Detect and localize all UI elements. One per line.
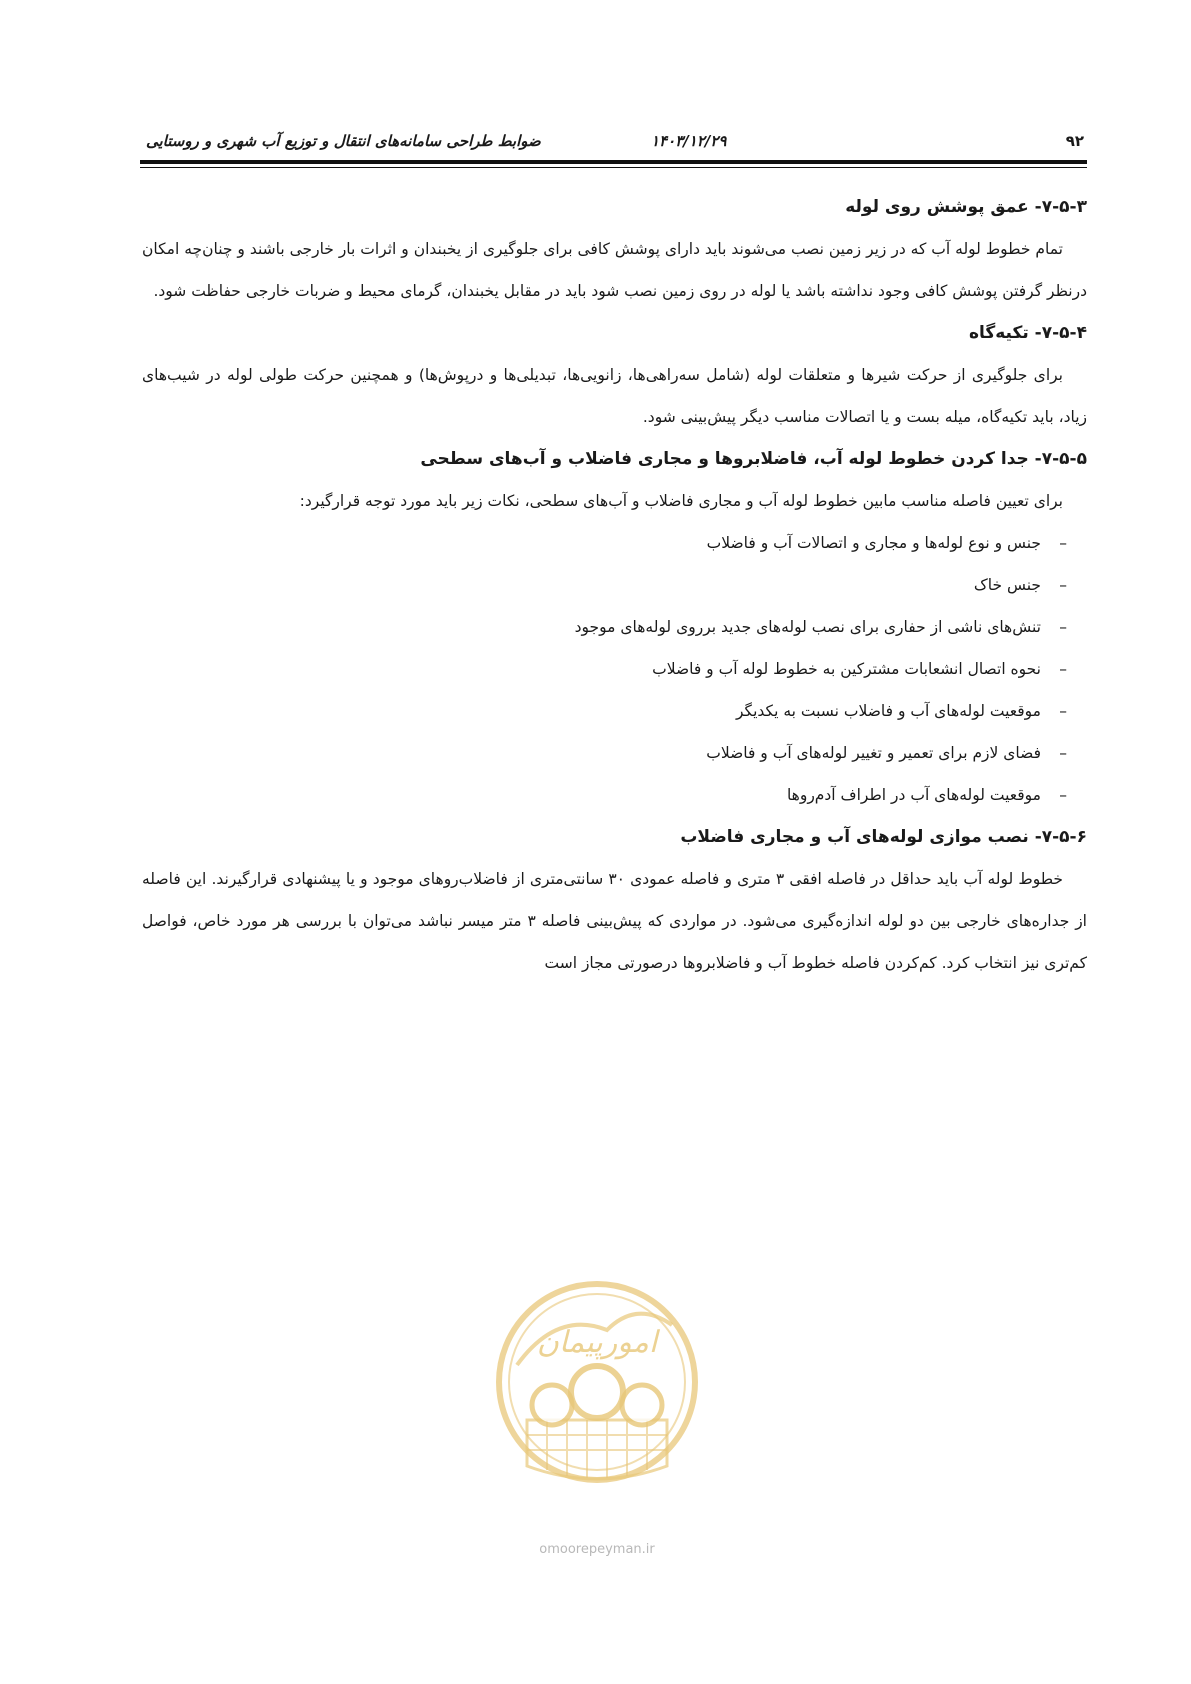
section-paragraph-separation: برای تعیین فاصله مناسب مابین خطوط لوله آب و مجاری فاضلاب و آب‌های سطحی، نکات زیر باید مورد توجه قرارگیرد:: [299, 492, 1063, 510]
list-item: [142, 732, 1067, 774]
list-item-text: نحوه اتصال انشعابات مشترکین به خطوط لوله آب و فاضلاب: [652, 660, 1041, 678]
watermark-url: omoorepeyman.ir: [539, 1542, 655, 1557]
list-item-text: جنس و نوع لوله‌ها و مجاری و اتصالات آب و فاضلاب: [706, 534, 1041, 552]
section-heading-supports: ۷-۵-۴- تکیه‌گاه: [968, 323, 1087, 343]
page-header: [146, 128, 1084, 156]
header-divider-thick: [140, 160, 1087, 164]
list-item: [142, 564, 1067, 606]
list-item-text: جنس خاک: [973, 576, 1041, 594]
page-number: ۹۲: [1065, 132, 1084, 150]
list-item: [142, 774, 1067, 816]
section-paragraph-cover-depth: تمام خطوط لوله آب که در زیر زمین نصب می‌شوند باید دارای پوشش کافی برای جلوگیری از یخبندان و اثرات بار خارجی باشند و چنان‌چه امکان درنظر گرفتن پوشش کافی وجود نداشته باشد یا لوله در روی زمین نصب شود باید در مقابل یخبندان، گرمای محیط و ضربات خارجی حفاظت شود.: [142, 240, 1087, 300]
gear-icon: [571, 1366, 623, 1418]
list-item-text: فضای لازم برای تعمیر و تغییر لوله‌های آب و فاضلاب: [706, 744, 1041, 762]
bullet-dash: –: [1059, 576, 1067, 594]
section-heading-separation: ۷-۵-۵- جدا کردن خطوط لوله آب، فاضلابروها و مجاری فاضلاب و آب‌های سطحی: [420, 449, 1087, 469]
bullet-dash: –: [1059, 660, 1067, 678]
page-content: [142, 186, 1087, 984]
bullet-dash: –: [1059, 702, 1067, 720]
section-heading-parallel-installation: ۷-۵-۶- نصب موازی لوله‌های آب و مجاری فاضلاب: [680, 827, 1087, 847]
list-item-text: موقعیت لوله‌های آب و فاضلاب نسبت به یکدیگر: [736, 702, 1041, 720]
section-paragraph-supports: برای جلوگیری از حرکت شیرها و متعلقات لوله (شامل سه‌راهی‌ها، زانویی‌ها، تبدیلی‌ها و درپوش‌ها) و همچنین حرکت طولی لوله در شیب‌های زیاد، باید تکیه‌گاه، میله بست و یا اتصالات مناسب دیگر پیش‌بینی شود.: [142, 366, 1087, 426]
header-date: ۱۴۰۳/۱۲/۲۹: [651, 132, 727, 150]
separation-criteria-list: [142, 522, 1087, 816]
header-divider-thin: [140, 167, 1087, 168]
bullet-dash: –: [1059, 618, 1067, 636]
list-item: [142, 690, 1067, 732]
list-item: [142, 648, 1067, 690]
section-paragraph-parallel-installation: خطوط لوله آب باید حداقل در فاصله افقی ۳ متری و فاصله عمودی ۳۰ سانتی‌متری از فاضلاب‌روهای موجود و یا پیشنهادی قرارگیرند. این فاصله از جداره‌های خارجی بین دو لوله اندازه‌گیری می‌شود. در مواردی که پیش‌بینی فاصله ۳ متر میسر نباشد می‌توان با بررسی هر مورد خاص، فواصل کم‌تری نیز انتخاب کرد. کم‌کردن فاصله خطوط آب و فاضلابروها درصورتی مجاز است: [142, 870, 1087, 972]
list-item-text: موقعیت لوله‌های آب در اطراف آدم‌روها: [786, 786, 1041, 804]
section-heading-cover-depth: ۷-۵-۳- عمق پوشش روی لوله: [845, 197, 1087, 217]
gear-icon: [622, 1385, 662, 1425]
logo-calligraphy-text: امورپیمان: [536, 1325, 658, 1360]
list-item: [142, 522, 1067, 564]
gear-icon: [532, 1385, 572, 1425]
bullet-dash: –: [1059, 786, 1067, 804]
bullet-dash: –: [1059, 534, 1067, 552]
document-title: ضوابط طراحی سامانه‌های انتقال و توزیع آب شهری و روستایی: [146, 132, 541, 150]
bullet-dash: –: [1059, 744, 1067, 762]
list-item-text: تنش‌های ناشی از حفاری برای نصب لوله‌های جدید برروی لوله‌های موجود: [574, 618, 1041, 636]
watermark-logo: [487, 1270, 707, 1520]
list-item: [142, 606, 1067, 648]
